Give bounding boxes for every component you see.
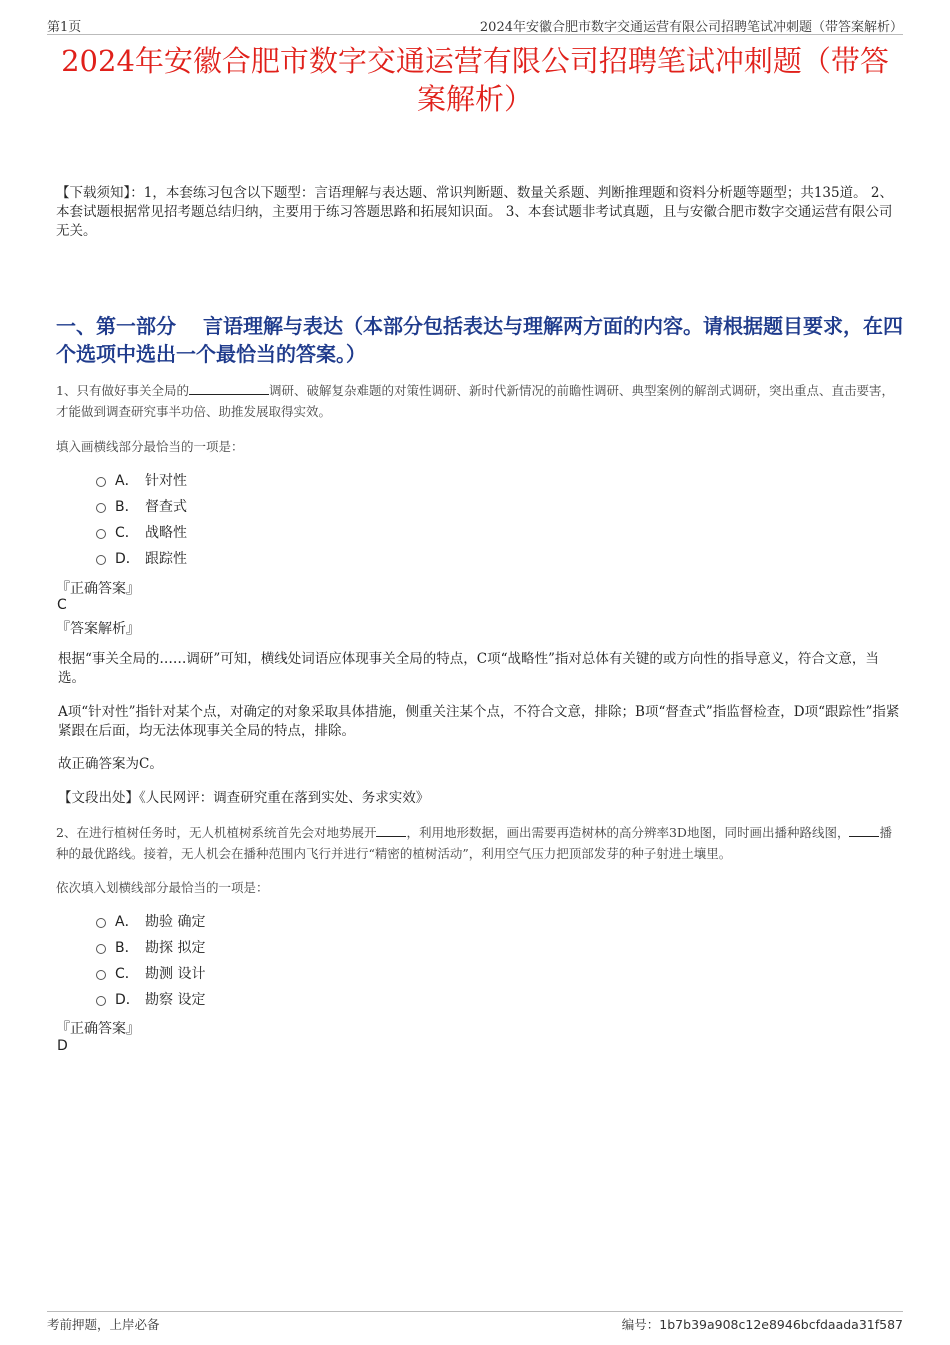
footer-serial: 编号：1b7b39a908c12e8946bcfdaada31f587 <box>621 1317 903 1332</box>
q1-analysis-paragraph-3: 故正确答案为C。 <box>58 756 163 772</box>
q1-answer: C <box>57 597 67 613</box>
radio-icon[interactable] <box>96 996 106 1006</box>
radio-icon[interactable] <box>96 970 106 980</box>
question-2-options <box>96 908 205 1012</box>
q2-answer: D <box>57 1038 68 1054</box>
footer-slogan: 考前押题，上岸必备 <box>47 1317 160 1332</box>
q1-option-d[interactable]: D． 跟踪性 <box>96 545 187 571</box>
radio-icon[interactable] <box>96 555 106 565</box>
question-1-text <box>56 380 900 422</box>
q1-text-after: 调研、破解复杂难题的对策性调研、新时代新情况的前瞻性调研、典型案例的解剖式调研，突出重点、直击要害，才能做到调查研究事半功倍、助推发展取得实效。 <box>56 383 894 419</box>
q1-blank <box>189 380 269 395</box>
q1-analysis-paragraph-1: 根据“事关全局的……调研”可知，横线处词语应体现事关全局的特点，C项“战略性”指对总体有关键的或方向性的指导意义，符合文意，当选。 <box>58 651 879 686</box>
q1-text-before: 1、只有做好事关全局的 <box>56 383 189 398</box>
q2-option-d[interactable]: D． 勘察 设定 <box>96 986 205 1012</box>
serial-number: 1b7b39a908c12e8946bcfdaada31f587 <box>659 1317 903 1332</box>
download-notice: 【下载须知】：1，本套练习包含以下题型：言语理解与表达题、常识判断题、数量关系题、判断推理题和资料分析题等题型；共135道。 2、本套试题根据常见招考题总结归纳，主要用于练习答题思路和拓展知识面。 3、本套试题非考试真题，且与安徽合肥市数字交通运营有限公司无关。 <box>56 185 893 239</box>
q2-answer-label: 『正确答案』 <box>56 1021 140 1037</box>
page-header <box>47 14 903 35</box>
question-2-text: 2、在进行植树任务时，无人机植树系统首先会对地势展开 ，利用地形数据，画出需要再造树林的高分辨率3D地图，同时画出播种路线图， 播种的最优路线。接着，无人机会在播种范围内飞行并进行“精密的植树活动”，利用空气压力把顶部发芽的种子射进土壤里。 <box>56 822 900 864</box>
radio-icon[interactable] <box>96 529 106 539</box>
q1-analysis-paragraph-2: A项“针对性”指针对某个点，对确定的对象采取具体措施，侧重关注某个点，不符合文意，排除；B项“督查式”指监督检查，D项“跟踪性”指紧紧跟在后面，均无法体现事关全局的特点，排除。 <box>58 704 900 739</box>
q1-option-a[interactable]: A． 针对性 <box>96 467 187 493</box>
question-1-prompt: 填入画横线部分最恰当的一项是： <box>56 439 244 454</box>
radio-icon[interactable] <box>96 918 106 928</box>
radio-icon[interactable] <box>96 477 106 487</box>
page-number: 第1页 <box>47 20 82 35</box>
q1-option-c[interactable]: C． 战略性 <box>96 519 187 545</box>
q2-option-a[interactable]: A． 勘验 确定 <box>96 908 205 934</box>
section-heading: 一、第一部分 言语理解与表达（本部分包括表达与理解两方面的内容。请根据题目要求，在四个选项中选出一个最恰当的答案。） <box>56 314 903 366</box>
q1-option-b[interactable]: B． 督查式 <box>96 493 187 519</box>
q1-analysis-label: 『答案解析』 <box>56 621 140 637</box>
question-2-prompt: 依次填入划横线部分最恰当的一项是： <box>56 880 269 895</box>
q2-blank-2 <box>849 822 879 837</box>
q1-answer-label: 『正确答案』 <box>56 581 140 597</box>
document-title: 2024年安徽合肥市数字交通运营有限公司招聘笔试冲刺题（带答案解析） <box>61 44 889 116</box>
q2-blank-1 <box>376 822 406 837</box>
page-footer <box>47 1311 903 1334</box>
q1-source: 【文段出处】《人民网评：调查研究重在落到实处、务求实效》 <box>58 790 430 806</box>
radio-icon[interactable] <box>96 503 106 513</box>
question-1-options <box>96 467 187 571</box>
radio-icon[interactable] <box>96 944 106 954</box>
header-doc-title: 2024年安徽合肥市数字交通运营有限公司招聘笔试冲刺题（带答案解析） <box>479 20 903 35</box>
q2-option-c[interactable]: C． 勘测 设计 <box>96 960 205 986</box>
q2-option-b[interactable]: B． 勘探 拟定 <box>96 934 205 960</box>
